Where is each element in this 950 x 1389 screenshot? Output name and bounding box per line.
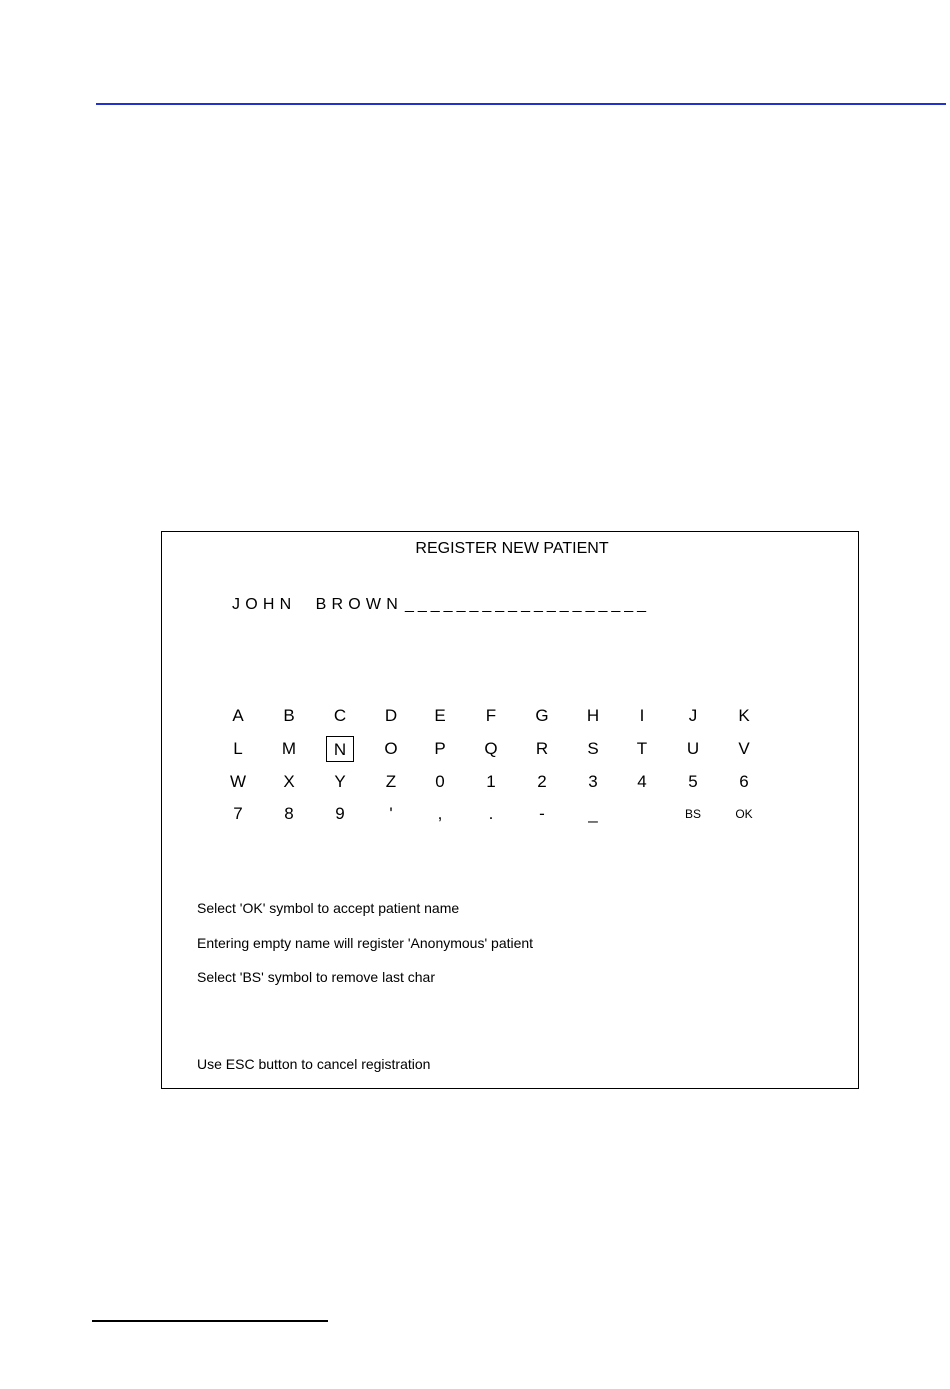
- hint-backspace: Select 'BS' symbol to remove last char: [197, 969, 435, 985]
- key-n[interactable]: N: [326, 736, 354, 762]
- key-a[interactable]: A: [232, 706, 244, 725]
- key-b[interactable]: B: [283, 706, 295, 725]
- key-m[interactable]: M: [281, 739, 297, 758]
- key-u[interactable]: U: [686, 739, 700, 758]
- key-apostrophe[interactable]: ': [389, 804, 393, 823]
- patient-name-value: JOHN BROWN: [232, 596, 403, 613]
- key-t[interactable]: T: [636, 739, 648, 758]
- key-comma[interactable]: ,: [437, 804, 443, 823]
- key-9[interactable]: 9: [335, 804, 345, 823]
- page-footer-rule: [92, 1320, 328, 1322]
- key-period[interactable]: .: [488, 804, 494, 823]
- hint-anonymous: Entering empty name will register 'Anonymous' patient: [197, 935, 534, 951]
- key-s[interactable]: S: [587, 739, 599, 758]
- key-1[interactable]: 1: [486, 772, 496, 791]
- key-i[interactable]: I: [639, 706, 645, 725]
- key-backspace[interactable]: BS: [684, 807, 701, 821]
- key-ok[interactable]: OK: [735, 807, 753, 821]
- page-header-rule: [96, 103, 946, 105]
- hint-accept: Select 'OK' symbol to accept patient name: [197, 900, 460, 916]
- key-o[interactable]: O: [384, 739, 398, 758]
- key-2[interactable]: 2: [537, 772, 547, 791]
- key-z[interactable]: Z: [385, 772, 397, 791]
- key-5[interactable]: 5: [688, 772, 698, 791]
- key-d[interactable]: D: [384, 706, 398, 725]
- key-7[interactable]: 7: [233, 804, 243, 823]
- key-8[interactable]: 8: [284, 804, 294, 823]
- key-h[interactable]: H: [586, 706, 600, 725]
- key-w[interactable]: W: [229, 772, 247, 791]
- key-e[interactable]: E: [434, 706, 446, 725]
- key-r[interactable]: R: [535, 739, 549, 758]
- register-patient-dialog: [161, 531, 859, 1089]
- on-screen-keyboard: [162, 532, 862, 852]
- key-p[interactable]: P: [434, 739, 446, 758]
- key-v[interactable]: V: [738, 739, 750, 758]
- key-x[interactable]: X: [283, 772, 295, 791]
- key-4[interactable]: 4: [637, 772, 647, 791]
- key-c[interactable]: C: [333, 706, 347, 725]
- key-hyphen[interactable]: -: [539, 804, 545, 823]
- key-underscore[interactable]: _: [588, 804, 598, 823]
- key-l[interactable]: L: [233, 739, 243, 758]
- key-3[interactable]: 3: [588, 772, 598, 791]
- key-0[interactable]: 0: [435, 772, 445, 791]
- hint-cancel: Use ESC button to cancel registration: [197, 1056, 431, 1072]
- key-j[interactable]: J: [688, 706, 698, 725]
- key-q[interactable]: Q: [484, 739, 498, 758]
- dialog-title: REGISTER NEW PATIENT: [415, 540, 609, 557]
- key-f[interactable]: F: [485, 706, 497, 725]
- key-6[interactable]: 6: [739, 772, 749, 791]
- key-g[interactable]: G: [535, 706, 549, 725]
- key-y[interactable]: Y: [334, 772, 346, 791]
- key-k[interactable]: K: [738, 706, 750, 725]
- patient-name-placeholder: ___________________: [404, 596, 651, 613]
